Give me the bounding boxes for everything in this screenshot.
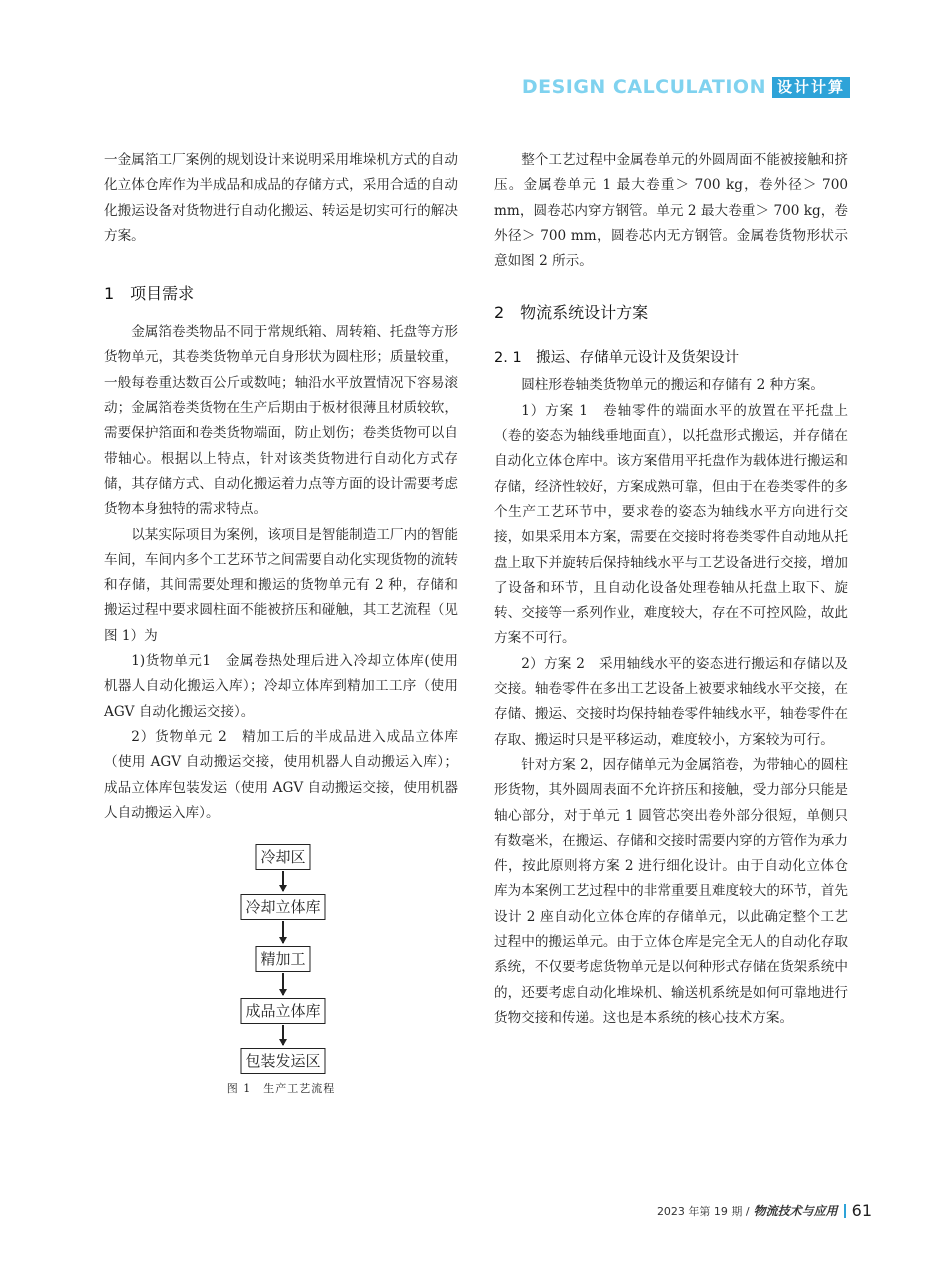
footer-journal-name: 物流技术与应用 (753, 1204, 838, 1218)
flow-arrow-icon (282, 871, 284, 891)
page-header (522, 76, 850, 98)
paragraph: 2）方案 2 采用轴线水平的姿态进行搬运和存储以及交接。轴卷零件在多出工艺设备上被要求轴线水平交接，在存储、搬运、交接时均保持轴卷零件轴线水平，轴卷零件在存取、搬运时只是平移运动，难度较小，方案较为可行。 (494, 655, 848, 748)
header-english-title: DESIGN CALCULATION (521, 76, 766, 98)
paragraph: 针对方案 2，因存储单元为金属箔卷，为带轴心的圆柱形货物，其外圆周表面不允许挤压和接触，受力部分只能是轴心部分，对于单元 1 圆管芯突出卷外部分很短，单侧只有数毫米，在搬运、存储和交接时需要内穿的方管作为承力件，按此原则将方案 2 进行细化设计。由于自动化立体仓库为本案例工艺过程中的非常重要且难度较大的环节，首先设计 2 座自动化立体仓库的存储单元，以此确定整个工艺过程中的搬运单元。由于立体仓库是完全无人的自动化存取系统，不仅要考虑货物单元是以何种形式存储在货架系统中的，还要考虑自动化堆垛机、输送机系统是如何可靠地进行货物交接和传递。这也是本系统的核心技术方案。 (494, 756, 848, 1026)
paragraph: 以某实际项目为案例，该项目是智能制造工厂内的智能车间，车间内多个工艺环节之间需要自动化实现货物的流转和存储，其间需要处理和搬运的货物单元有 2 种，存储和搬运过程中要求圆柱面不能被挤压和碰触，其工艺流程（见图 1）为 (104, 526, 458, 644)
paragraph: 整个工艺过程中金属卷单元的外圆周面不能被接触和挤压。金属卷单元 1 最大卷重＞ 700 kg，卷外径＞ 700 mm，圆卷芯内穿方钢管。单元 2 最大卷重＞ 700 kg，卷外径＞ 700 mm，圆卷芯内无方钢管。金属卷货物形状示意如图 2 所示。 (494, 152, 848, 270)
paragraph: 2）货物单元 2 精加工后的半成品进入成品立体库（使用 AGV 自动搬运交接，使用机器人自动搬运入库）；成品立体库包装发运（使用 AGV 自动搬运交接，使用机器人自动搬运入库）。 (104, 728, 458, 821)
footer-issue: 2023 年第 19 期 / (656, 1204, 750, 1218)
flow-box-cooling-area: 冷却区 (255, 844, 310, 870)
page-footer (657, 1201, 872, 1220)
right-column (494, 148, 848, 1031)
flow-box-cooling-warehouse: 冷却立体库 (240, 894, 325, 920)
intro-paragraph: 一金属箔工厂案例的规划设计来说明采用堆垛机方式的自动化立体仓库作为半成品和成品的存储方式，采用合适的自动化搬运设备对货物进行自动化搬运、转运是切实可行的解决方案。 (104, 152, 458, 244)
flow-box-finishing: 精加工 (255, 946, 310, 972)
section-2-heading: 2 物流系统设计方案 (494, 303, 649, 323)
flow-box-finished-warehouse: 成品立体库 (240, 998, 325, 1024)
paragraph: 金属箔卷类物品不同于常规纸箱、周转箱、托盘等方形货物单元，其卷类货物单元自身形状为圆柱形；质量较重，一般每卷重达数百公斤或数吨；轴沿水平放置情况下容易滚动；金属箔卷类货物在生产后期由于板材很薄且材质较软，需要保护箔面和卷类货物端面，防止划伤；卷类货物可以自带轴心。根据以上特点，针对该类货物进行自动化方式存储，其存储方式、自动化搬运着力点等方面的设计需要考虑货物本身独特的需求特点。 (104, 324, 458, 518)
paragraph: 1)货物单元1 金属卷热处理后进入冷却立体库(使用机器人自动化搬运入库）；冷却立体库到精加工工序（使用 AGV 自动化搬运交接）。 (104, 653, 458, 720)
flow-arrow-icon (282, 973, 284, 995)
left-column (104, 148, 458, 1096)
header-chinese-title: 设计计算 (772, 77, 850, 98)
paragraph: 圆柱形卷轴类货物单元的搬运和存储有 2 种方案。 (521, 377, 824, 394)
flow-arrow-icon (282, 921, 284, 943)
flow-box-packing-shipping: 包装发运区 (240, 1048, 325, 1074)
section-1-heading: 1 项目需求 (104, 284, 195, 304)
page-number: 61 (851, 1201, 872, 1220)
footer-divider (844, 1204, 846, 1218)
process-flow-diagram (104, 840, 458, 1096)
paragraph: 1）方案 1 卷轴零件的端面水平的放置在平托盘上（卷的姿态为轴线垂地面直），以托盘形式搬运，并存储在自动化立体仓库中。该方案借用平托盘作为载体进行搬运和存储，经济性较好，方案成熟可靠，但由于在卷类零件的多个生产工艺环节中，要求卷的姿态为轴线水平方向进行交接，如果采用本方案，需要在交接时将卷类零件自动地从托盘上取下并旋转后保持轴线水平与工艺设备进行交接，增加了设备和环节，且自动化设备处理卷轴从托盘上取下、旋转、交接等一系列作业，难度较大，存在不可控风险，故此方案不可行。 (494, 402, 848, 647)
flow-arrow-icon (282, 1025, 284, 1045)
section-2-1-heading: 2. 1 搬运、存储单元设计及货架设计 (494, 350, 740, 367)
figure-1-caption: 图 1 生产工艺流程 (226, 1082, 336, 1096)
